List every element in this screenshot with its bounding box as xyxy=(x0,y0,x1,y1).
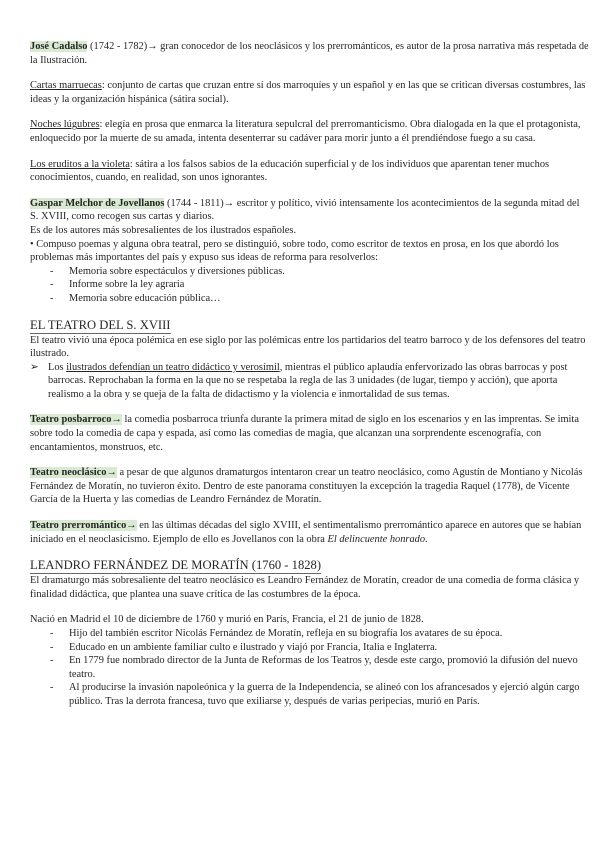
eruditos-paragraph xyxy=(30,158,590,185)
jovellanos-name: Gaspar Melchor de Jovellanos xyxy=(30,197,165,209)
noches-lugubres-title: Noches lúgubres xyxy=(30,119,100,131)
prerromantico-text: en las últimas décadas del siglo XVIII, el sentimentalismo prerromántico aparece en autores que se habían iniciado en el neoclasicismo. Ejemplo de ello es Jovellanos con la obra xyxy=(30,520,582,545)
prerromantico-work: El delincuente honrado xyxy=(327,533,426,545)
neoclasico-text: a pesar de que algunos dramaturgos intentaron crear un teatro neoclásico, como Agustín de Montiano y Nicolás Fernández de Moratín, no tuvieron éxito. Dentro de este panorama constituyen la excepción la tragedia Raquel (1778), de Vicente García de la Huerta y las comedias de Leandro Fernández de Moratín. xyxy=(30,467,583,506)
moratin-section xyxy=(30,558,590,708)
moratin-intro: El dramaturgo más sobresaliente del teatro neoclásico es Leandro Fernández de Moratín, creador de una comedia de forma clásica y finalidad didáctica, que plantea una suave crítica de las costumbres de la época. xyxy=(30,575,580,600)
ilustrados-pre: Los xyxy=(48,361,67,373)
jovellanos-intro-text: (1744 - 1811)→ escritor y político, vivió intensamente los acontecimientos de la segunda mitad del S. XVIII, como recogen sus cartas y diarios. xyxy=(30,197,580,223)
jovellanos-block xyxy=(30,197,590,306)
posbarroco-paragraph xyxy=(30,413,590,454)
jovellanos-works-list xyxy=(30,265,590,306)
ilustrados-text: , mientras el público aplaudía enfervorizado las obras barrocas y post barrocas. Reprochaban la forma en la que no se respetaba la regla de las 3 unidades (de lugar, tiempo y acción), que aporta realismo a la obra y se queja de la falta de didactismo y la violencia e inmortalidad de sus temas. xyxy=(48,361,568,400)
list-item: - Al producirse la invasión napoleónica y la guerra de la Independencia, se alineó con los afrancesados y ejerció algún cargo público. Tras la derrota francesa, tuvo que exiliarse y, después de varias peripecias, murió en París. xyxy=(50,681,590,708)
list-item: - Hijo del también escritor Nicolás Fernández de Moratín, refleja en su biografía los avatares de su época. xyxy=(50,627,590,641)
prerromantico-end: . xyxy=(425,533,428,545)
moratin-bio-list xyxy=(30,627,590,709)
neoclasico-label: Teatro neoclásico→ xyxy=(30,467,117,479)
list-item: - Memoria sobre espectáculos y diversiones públicas. xyxy=(50,265,590,279)
posbarroco-text: la comedia posbarroca triunfa durante la primera mitad de siglo en los escenarios y en las imprentas. Se imita sobre todo la comedia de capa y espada, así como las comedias de magia, que alcanzan una sorprendente escenografía, con encantamientos, monstruos, etc. xyxy=(30,414,579,453)
noches-lugubres-paragraph xyxy=(30,118,590,145)
prerromantico-label: Teatro prerromántico→ xyxy=(30,520,137,532)
prerromantico-paragraph xyxy=(30,519,590,546)
ilustrados-item xyxy=(30,361,590,402)
teatro-intro: El teatro vivió una época polémica en ese siglo por las polémicas entre los partidarios del teatro barroco y de los defensores del teatro ilustrado. xyxy=(30,334,586,360)
posbarroco-label: Teatro posbarroco→ xyxy=(30,414,122,426)
eruditos-title: Los eruditos a la violeta xyxy=(30,158,130,170)
neoclasico-paragraph xyxy=(30,466,590,507)
list-item: - Memoria sobre educación pública… xyxy=(50,292,590,306)
list-item: - Informe sobre la ley agraria xyxy=(50,278,590,292)
moratin-born: Nació en Madrid el 10 de diciembre de 1760 y murió en París, Francia, el 21 de junio de 1828. xyxy=(30,614,424,626)
list-item: - Educado en un ambiente familiar culto e ilustrado y viajó por Francia, Italia e Inglaterra. xyxy=(50,641,590,655)
teatro-heading: EL TEATRO DEL S. XVIII xyxy=(30,317,171,332)
moratin-heading: LEANDRO FERNÁNDEZ DE MORATÍN (1760 - 1828) xyxy=(30,558,322,573)
cadalso-name: José Cadalso xyxy=(30,41,88,52)
jovellanos-line3: • Compuso poemas y alguna obra teatral, pero se distinguió, sobre todo, como escritor de textos en prosa, en los que abordó los problemas más importantes del país y expuso sus ideas de reforma para resolverlos: xyxy=(30,238,559,264)
cadalso-paragraph xyxy=(30,40,590,67)
noches-lugubres-text: : elegía en prosa que enmarca la literatura sepulcral del prerromanticismo. Obra dialogada en la que el protagonista, enloquecido por la muerte de su amada, intenta desenterrar su cadáver para morir junto a él prendiéndose fuego a su casa. xyxy=(30,119,581,144)
cadalso-intro: (1742 - 1782)→ gran conocedor de los neoclásicos y los prerrománticos, es autor de la prosa narrativa más respetada de la Ilustración. xyxy=(30,41,589,66)
jovellanos-line2: Es de los autores más sobresalientes de los ilustrados españoles. xyxy=(30,224,297,236)
arrow-bullet-icon: ➢ xyxy=(30,361,39,373)
cartas-marruecas-text: : conjunto de cartas que cruzan entre sí dos marroquíes y un español y en las que se critican diversas costumbres, las ideas y la organización hispánica (sátira social). xyxy=(30,80,586,105)
cartas-marruecas-title: Cartas marruecas xyxy=(30,80,102,92)
eruditos-text: : sátira a los falsos sabios de la educación superficial y de los individuos que aparentan tener muchos conocimientos, cuando, en realidad, son unos ignorantes. xyxy=(30,158,550,184)
jovellanos-intro xyxy=(30,197,590,224)
cartas-marruecas-paragraph xyxy=(30,79,590,106)
ilustrados-underlined: ilustrados defendían un teatro didáctico y verosímil xyxy=(66,361,280,373)
list-item: - En 1779 fue nombrado director de la Junta de Reformas de los Teatros y, desde este cargo, promovió la difusión del nuevo teatro. xyxy=(50,654,590,681)
teatro-section xyxy=(30,318,590,547)
